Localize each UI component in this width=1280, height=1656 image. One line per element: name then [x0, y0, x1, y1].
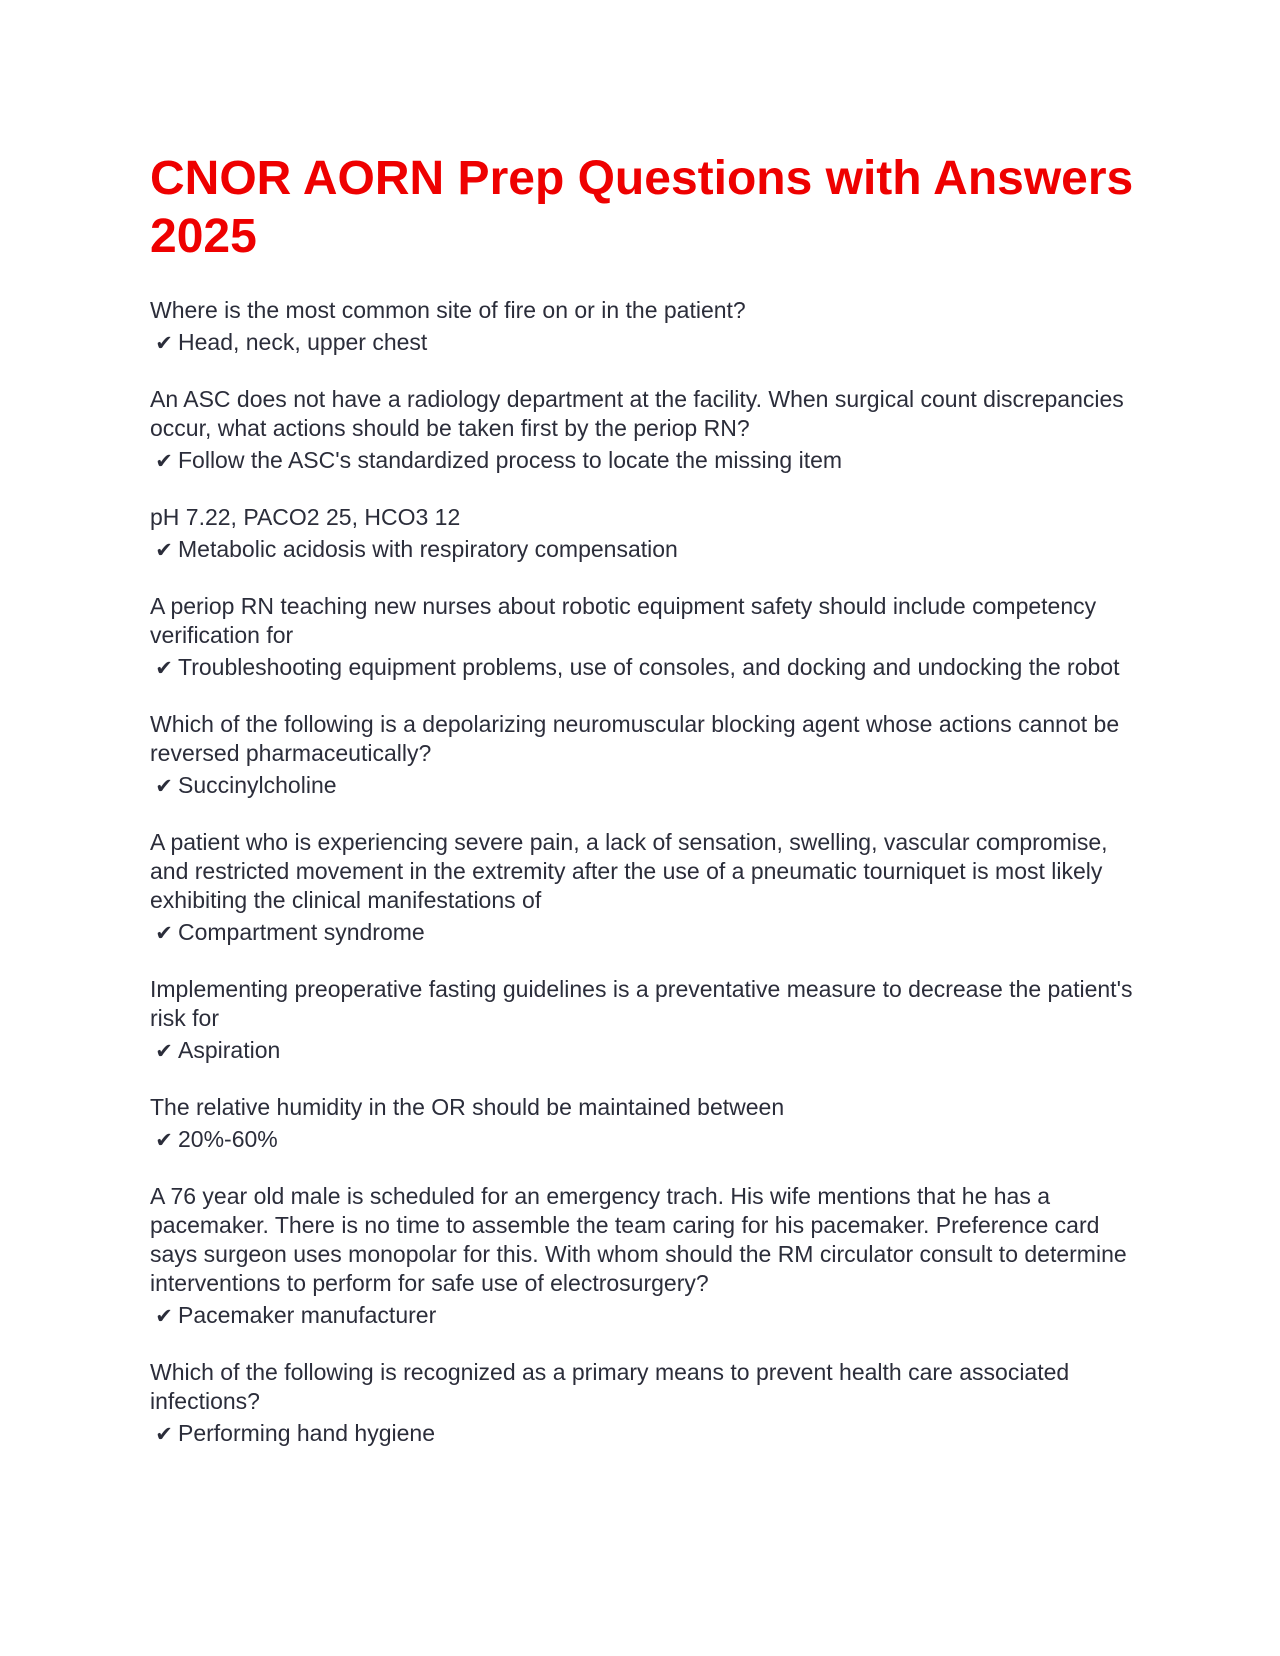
qa-item: [150, 828, 1135, 949]
answer-text: Aspiration: [178, 1037, 281, 1063]
checkmark-icon: ✔: [155, 657, 173, 680]
answer-text: Follow the ASC's standardized process to locate the missing item: [178, 447, 843, 473]
qa-item: [150, 975, 1135, 1067]
answer-text: Compartment syndrome: [178, 919, 425, 945]
checkmark-icon: ✔: [155, 775, 173, 798]
answer-text-line: [150, 534, 1135, 566]
answer-text-line: [150, 445, 1135, 477]
checkmark-icon: ✔: [155, 1423, 173, 1446]
checkmark-icon: ✔: [155, 922, 173, 945]
question-text: A patient who is experiencing severe pain, a lack of sensation, swelling, vascular compromise, and restricted movement in the extremity after the use of a pneumatic tourniquet is most likely exhibiting the clinical manifestations of: [150, 829, 1108, 913]
question-text: A periop RN teaching new nurses about robotic equipment safety should include competency verification for: [150, 593, 1097, 648]
question-text: Implementing preoperative fasting guidelines is a preventative measure to decrease the patient's risk for: [150, 976, 1133, 1031]
answer-text: Pacemaker manufacturer: [178, 1302, 437, 1328]
qa-item: [150, 1093, 1135, 1156]
checkmark-icon: ✔: [155, 1129, 173, 1152]
checkmark-icon: ✔: [155, 450, 173, 473]
answer-text-line: [150, 1124, 1135, 1156]
document-title: CNOR AORN Prep Questions with Answers 2025: [150, 152, 1134, 263]
answer-text-line: [150, 1035, 1135, 1067]
qa-item: [150, 592, 1135, 684]
checkmark-icon: ✔: [155, 332, 173, 355]
question-text: Which of the following is a depolarizing neuromuscular blocking agent whose actions cannot be reversed pharmaceutically?: [150, 711, 1120, 766]
answer-text-line: [150, 1300, 1135, 1332]
qa-item: [150, 385, 1135, 477]
answer-text: Succinylcholine: [178, 772, 337, 798]
document-page: [150, 150, 1135, 1476]
answer-text: Metabolic acidosis with respiratory compensation: [178, 536, 678, 562]
question-text: Where is the most common site of fire on or in the patient?: [150, 297, 746, 323]
question-text: The relative humidity in the OR should be maintained between: [150, 1094, 785, 1120]
answer-text-line: [150, 770, 1135, 802]
answer-text-line: [150, 652, 1135, 684]
checkmark-icon: ✔: [155, 1305, 173, 1328]
qa-item: [150, 710, 1135, 802]
checkmark-icon: ✔: [155, 539, 173, 562]
answer-text: Head, neck, upper chest: [178, 329, 428, 355]
answer-text-line: [150, 917, 1135, 949]
qa-list: [150, 296, 1135, 1450]
qa-item: [150, 1358, 1135, 1450]
qa-item: [150, 296, 1135, 359]
answer-text-line: [150, 327, 1135, 359]
qa-item: [150, 503, 1135, 566]
question-text: Which of the following is recognized as a primary means to prevent health care associated infections?: [150, 1359, 1070, 1414]
answer-text: 20%-60%: [178, 1126, 278, 1152]
question-text: pH 7.22, PACO2 25, HCO3 12: [150, 504, 461, 530]
checkmark-icon: ✔: [155, 1040, 173, 1063]
qa-item: [150, 1182, 1135, 1332]
answer-text-line: [150, 1418, 1135, 1450]
question-text: An ASC does not have a radiology department at the facility. When surgical count discrepancies occur, what actions should be taken first by the periop RN?: [150, 386, 1124, 441]
question-text: A 76 year old male is scheduled for an emergency trach. His wife mentions that he has a pacemaker. There is no time to assemble the team caring for his pacemaker. Preference card says surgeon uses monopolar for this. With whom should the RM circulator consult to determine interventions to perform for safe use of electrosurgery?: [150, 1183, 1127, 1296]
answer-text: Troubleshooting equipment problems, use of consoles, and docking and undocking the robot: [178, 654, 1120, 680]
answer-text: Performing hand hygiene: [178, 1420, 435, 1446]
